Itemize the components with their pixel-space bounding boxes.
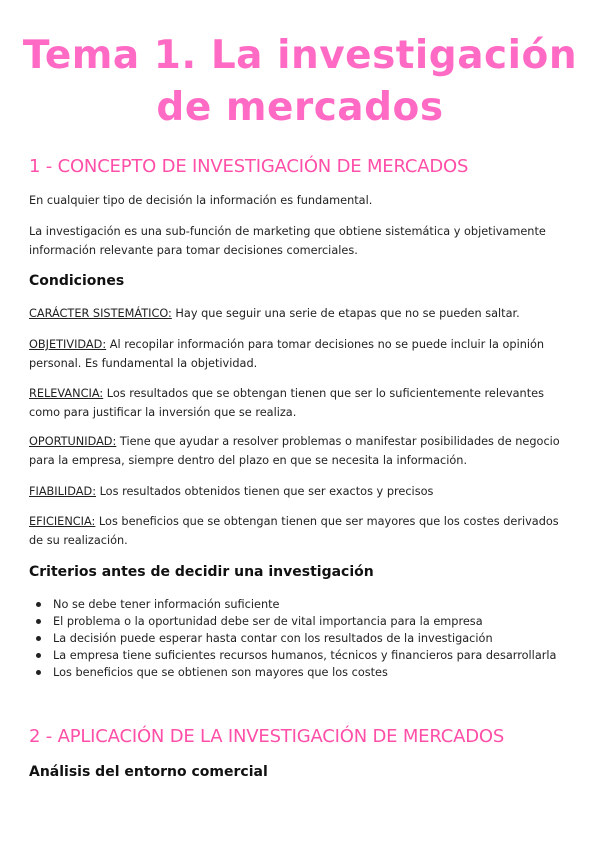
section-2-heading: 2 - APLICACIÓN DE LA INVESTIGACIÓN DE MERCADOS <box>29 726 505 747</box>
list-item <box>29 596 574 613</box>
list-item <box>29 613 574 630</box>
condition-term: CARÁCTER SISTEMÁTICO: <box>29 307 172 320</box>
intro-paragraph-2: La investigación es una sub-función de marketing que obtiene sistemática y objetivamente información relevante para tomar decisiones comerciales. <box>29 225 546 257</box>
list-item-text: Los beneficios que se obtienen son mayores que los costes <box>53 666 388 679</box>
bullet-icon <box>36 670 41 675</box>
title-line-2: de mercados <box>156 85 444 130</box>
condition-text: Los resultados que se obtengan tienen que ser lo suficientemente relevantes como para justificar la inversión que se realiza. <box>29 387 544 419</box>
condition-text: Los resultados obtenidos tienen que ser exactos y precisos <box>96 485 434 498</box>
list-item <box>29 647 574 664</box>
criteria-heading: Criterios antes de decidir una investigación <box>29 564 374 580</box>
condition-text: Hay que seguir una serie de etapas que no se pueden saltar. <box>171 307 520 320</box>
list-item-text: La empresa tiene suficientes recursos humanos, técnicos y financieros para desarrollarla <box>53 649 557 662</box>
list-item <box>29 664 574 681</box>
bullet-icon <box>36 602 41 607</box>
bullet-icon <box>36 619 41 624</box>
section-2-subheading: Análisis del entorno comercial <box>29 764 268 780</box>
condition-text: Los beneficios que se obtengan tienen que ser mayores que los costes derivados de su realización. <box>29 515 559 547</box>
criteria-list <box>29 596 574 681</box>
condition-term: OBJETIVIDAD: <box>29 338 107 351</box>
condition-term: EFICIENCIA: <box>29 515 96 528</box>
condition-item <box>29 512 574 550</box>
list-item-text: No se debe tener información suficiente <box>53 598 280 611</box>
condition-term: RELEVANCIA: <box>29 387 104 400</box>
list-item-text: El problema o la oportunidad debe ser de vital importancia para la empresa <box>53 615 483 628</box>
condition-text: Al recopilar información para tomar decisiones no se puede incluir la opinión personal. Es fundamental la objetividad. <box>29 338 545 370</box>
condition-item <box>29 384 574 422</box>
list-item-text: La decisión puede esperar hasta contar con los resultados de la investigación <box>53 632 493 645</box>
condition-term: OPORTUNIDAD: <box>29 435 117 448</box>
bullet-icon <box>36 636 41 641</box>
condition-item <box>29 482 574 501</box>
condition-text: Tiene que ayudar a resolver problemas o manifestar posibilidades de negocio para la empresa, siempre dentro del plazo en que se necesita la información. <box>29 435 560 467</box>
title-line-1: Tema 1. La investigación <box>22 33 578 78</box>
page-title <box>0 30 600 134</box>
condition-item <box>29 432 574 470</box>
bullet-icon <box>36 653 41 658</box>
list-item <box>29 630 574 647</box>
condition-item <box>29 304 574 323</box>
condition-item <box>29 335 574 373</box>
intro-paragraph-1: En cualquier tipo de decisión la información es fundamental. <box>29 194 373 207</box>
condition-term: FIABILIDAD: <box>29 485 96 498</box>
conditions-heading: Condiciones <box>29 273 125 289</box>
section-1-heading: 1 - CONCEPTO DE INVESTIGACIÓN DE MERCADOS <box>29 156 469 177</box>
